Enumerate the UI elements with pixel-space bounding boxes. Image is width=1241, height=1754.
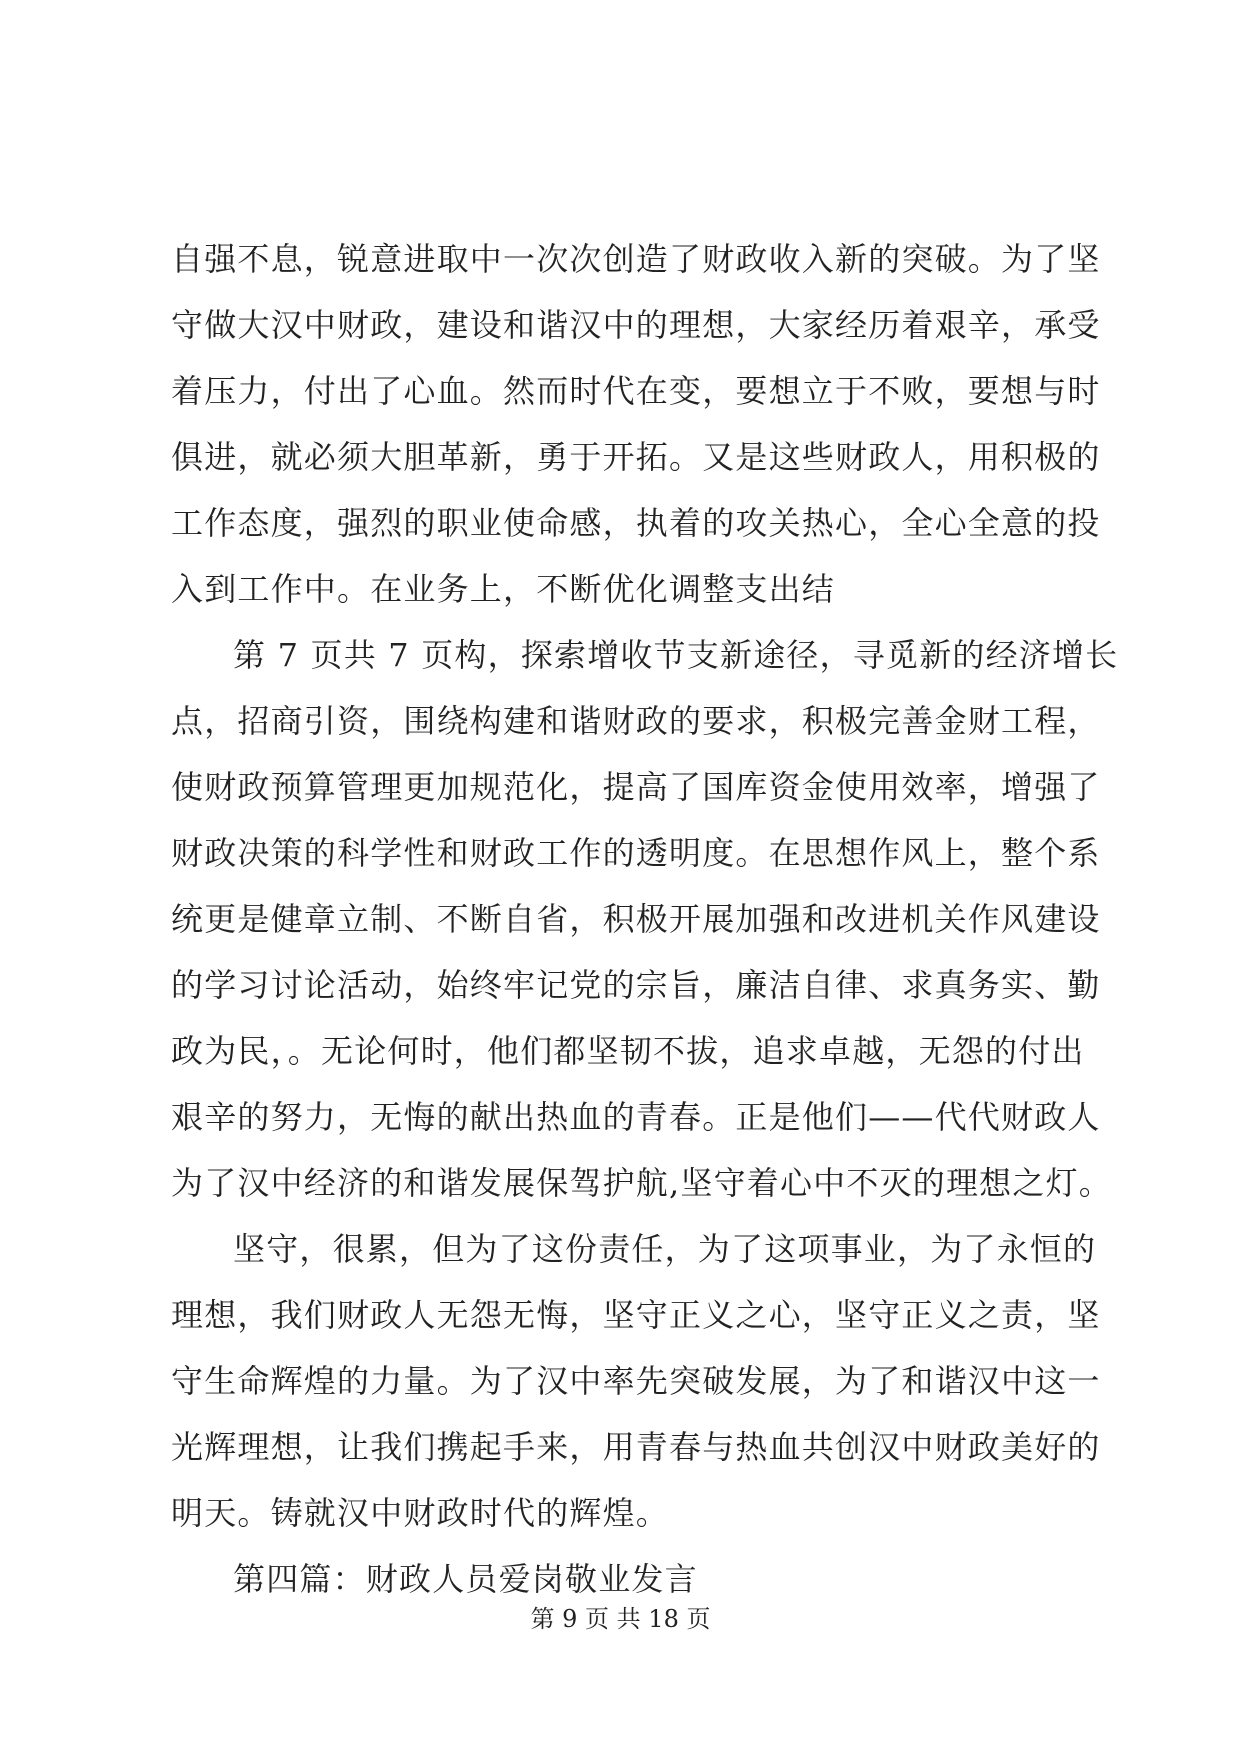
text-line: 政为民，。无论何时，他们都坚韧不拔，追求卓越，无怨的付出	[171, 1032, 1085, 1070]
text-line: 守生命辉煌的力量。为了汉中率先突破发展，为了和谐汉中这一	[171, 1362, 1101, 1400]
text-line: 俱进，就必须大胆革新，勇于开拓。又是这些财政人，用积极的	[171, 438, 1101, 476]
text-line: 入到工作中。在业务上，不断优化调整支出结	[171, 570, 836, 608]
text-line: 着压力，付出了心血。然而时代在变，要想立于不败，要想与时	[171, 372, 1101, 410]
text-line: 使财政预算管理更加规范化，提高了国库资金使用效率，增强了	[171, 768, 1101, 806]
text-line: 工作态度，强烈的职业使命感，执着的攻关热心，全心全意的投	[171, 504, 1101, 542]
text-line: 点，招商引资，围绕构建和谐财政的要求，积极完善金财工程，	[171, 702, 1101, 740]
paragraph-first-line: 第 7 页共 7 页构，探索增收节支新途径，寻觅新的经济增长	[233, 636, 1119, 674]
paragraph-first-line: 坚守，很累，但为了这份责任，为了这项事业，为了永恒的	[233, 1230, 1097, 1268]
text-line: 统更是健章立制、不断自省，积极开展加强和改进机关作风建设	[171, 900, 1101, 938]
text-line: 为了汉中经济的和谐发展保驾护航,坚守着心中不灭的理想之灯。	[171, 1164, 1112, 1202]
text-line: 艰辛的努力，无悔的献出热血的青春。正是他们——代代财政人	[171, 1098, 1101, 1136]
paragraph-first-line: 第四篇：财政人员爱岗敬业发言	[233, 1560, 698, 1598]
text-line: 守做大汉中财政，建设和谐汉中的理想，大家经历着艰辛，承受	[171, 306, 1101, 344]
page-footer: 第 9 页 共 18 页	[530, 1605, 711, 1633]
text-line: 光辉理想，让我们携起手来，用青春与热血共创汉中财政美好的	[171, 1428, 1101, 1466]
text-line: 自强不息，锐意进取中一次次创造了财政收入新的突破。为了坚	[171, 240, 1101, 278]
document-body	[171, 226, 1119, 1612]
text-line: 的学习讨论活动，始终牢记党的宗旨，廉洁自律、求真务实、勤	[171, 966, 1101, 1004]
text-line: 理想，我们财政人无怨无悔，坚守正义之心，坚守正义之责，坚	[171, 1296, 1101, 1334]
text-line: 明天。铸就汉中财政时代的辉煌。	[171, 1494, 670, 1532]
text-line: 财政决策的科学性和财政工作的透明度。在思想作风上，整个系	[171, 834, 1101, 872]
